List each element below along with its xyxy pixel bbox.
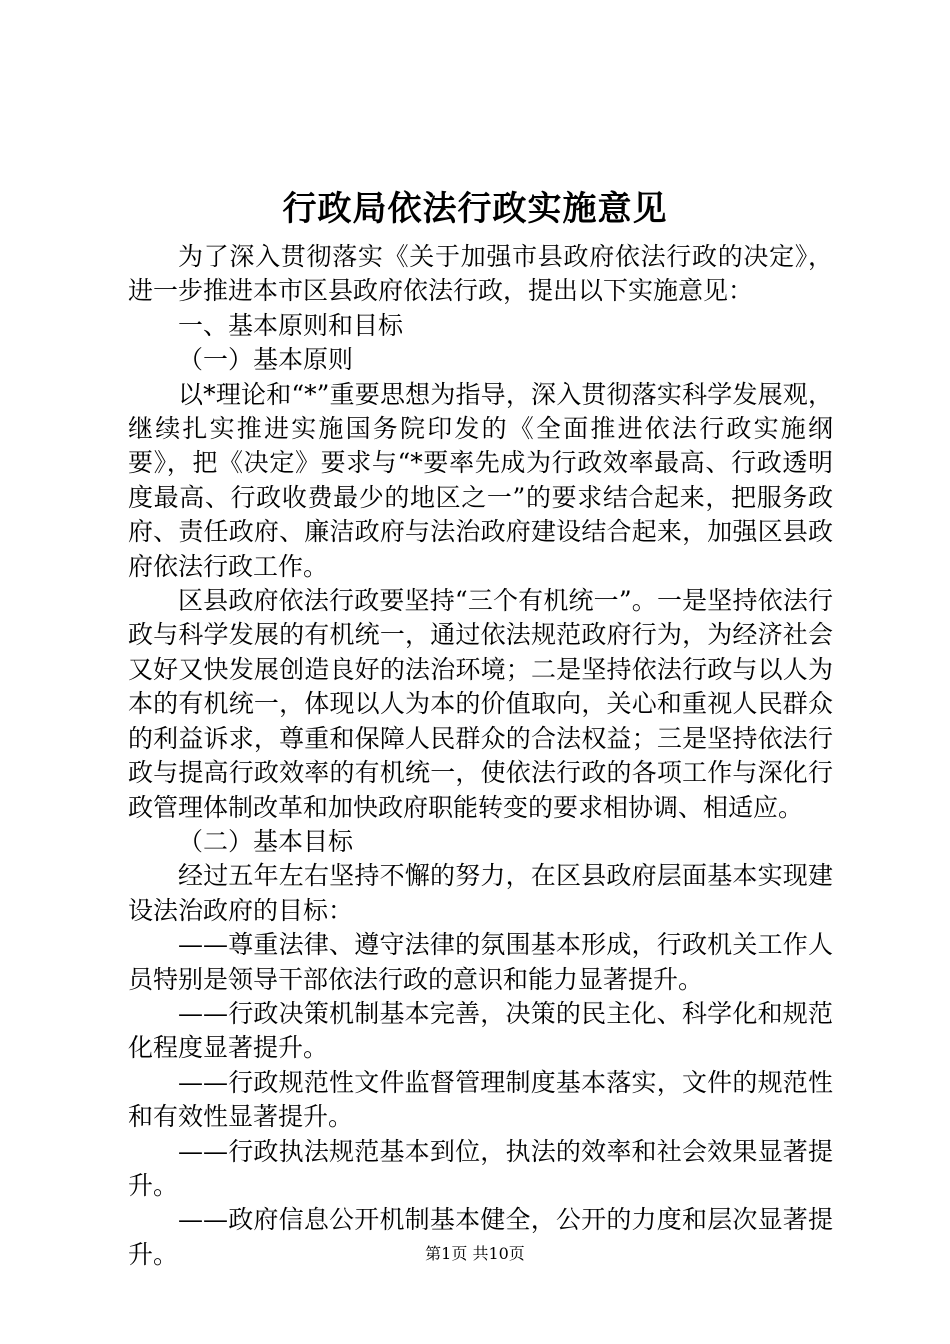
list-item-goal: ——政府信息公开机制基本健全，公开的力度和层次显著提升。 xyxy=(128,1205,833,1269)
paragraph-goals-intro: 经过五年左右坚持不懈的努力，在区县政府层面基本实现建设法治政府的目标： xyxy=(128,861,833,925)
document-body xyxy=(128,240,833,1272)
paragraph-principles-guidance: 以*理论和“*”重要思想为指导，深入贯彻落实科学发展观，继续扎实推进实施国务院印发的《全面推进依法行政实施纲要》，把《决定》要求与“*要率先成为行政效率最高、行政透明度最高、行政收费最少的地区之一”的要求结合起来，把服务政府、责任政府、廉洁政府与法治政府建设结合起来，加强区县政府依法行政工作。 xyxy=(128,379,833,581)
heading-basic-principles: （一）基本原则 xyxy=(178,345,354,375)
list-item-goal: ——尊重法律、遵守法律的氛围基本形成，行政机关工作人员特别是领导干部依法行政的意识和能力显著提升。 xyxy=(128,930,833,994)
document-title: 行政局依法行政实施意见 xyxy=(282,189,668,229)
heading-section-1: 一、基本原则和目标 xyxy=(178,310,404,340)
paragraph-three-unities: 区县政府依法行政要坚持“三个有机统一”。一是坚持依法行政与科学发展的有机统一，通过依法规范政府行为，为经济社会又好又快发展创造良好的法治环境；二是坚持依法行政与以人为本的有机统一，体现以人为本的价值取向，关心和重视人民群众的利益诉求，尊重和保障人民群众的合法权益；三是坚持依法行政与提高行政效率的有机统一，使依法行政的各项工作与深化行政管理体制改革和加快政府职能转变的要求相协调、相适应。 xyxy=(128,586,833,822)
heading-basic-goals: （二）基本目标 xyxy=(178,826,354,856)
list-item-goal: ——行政规范性文件监督管理制度基本落实，文件的规范性和有效性显著提升。 xyxy=(128,1067,833,1132)
page-number-footer: 第1页 共10页 xyxy=(425,1244,525,1263)
paragraph-intro: 为了深入贯彻落实《关于加强市县政府依法行政的决定》，进一步推进本市区县政府依法行政，提出以下实施意见： xyxy=(128,242,833,306)
list-item-goal: ——行政决策机制基本完善，决策的民主化、科学化和规范化程度显著提升。 xyxy=(128,998,833,1063)
list-item-goal: ——行政执法规范基本到位，执法的效率和社会效果显著提升。 xyxy=(128,1136,833,1200)
